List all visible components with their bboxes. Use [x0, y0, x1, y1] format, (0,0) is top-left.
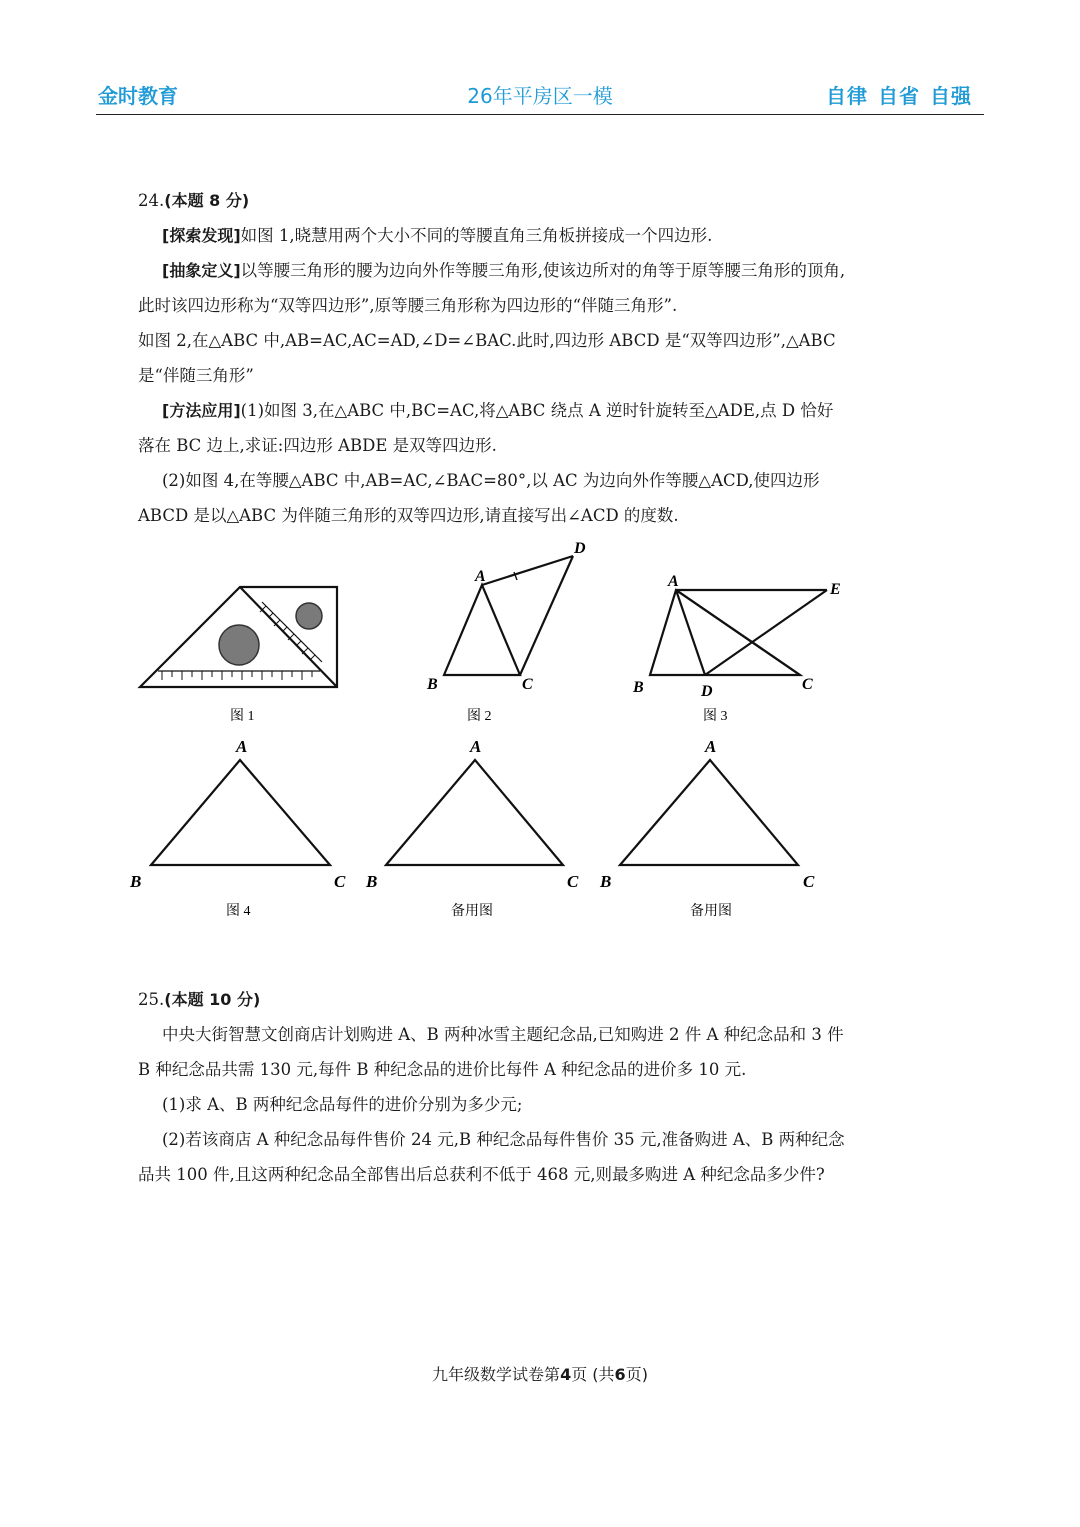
spare2-caption: 备用图	[690, 904, 732, 919]
spare-2-triangle	[620, 760, 798, 865]
figure-3-side-ad	[676, 590, 705, 675]
fig2-label-a: A	[475, 568, 486, 585]
motto-2: 自省	[878, 84, 920, 108]
brand-name: 金时教育	[98, 84, 178, 108]
figure-3-side-ac	[676, 590, 800, 675]
fig3-label-c: C	[802, 676, 813, 693]
define-tag: [抽象定义]	[162, 261, 241, 280]
footer-total: 6	[614, 1365, 626, 1384]
figure-3	[650, 590, 827, 675]
question-24-number: 24.	[138, 191, 165, 210]
footer-suffix: 页)	[625, 1365, 648, 1384]
question-25-score: (本题 10 分)	[164, 990, 261, 1009]
spare2-label-b: B	[600, 872, 612, 891]
fig3-caption: 图 3	[703, 709, 728, 724]
spare2-label-a: A	[705, 737, 717, 756]
explore-text: 如图 1,晓慧用两个大小不同的等腰直角三角板拼接成一个四边形.	[240, 226, 713, 245]
fig4-label-a: A	[236, 737, 248, 756]
fig2-label-c: C	[522, 676, 533, 693]
q25-part1: (1)求 A、B 两种纪念品每件的进价分别为多少元;	[162, 1095, 523, 1114]
fig2-label-d: D	[574, 540, 586, 557]
fig4-label-b: B	[130, 872, 142, 891]
question-25-number: 25.	[138, 990, 165, 1009]
figure-2	[444, 556, 573, 675]
question-25	[138, 982, 848, 1192]
small-hole	[296, 603, 322, 629]
spare1-label-b: B	[366, 872, 378, 891]
fig3-label-d: D	[701, 683, 713, 700]
spare-1-triangle	[386, 760, 563, 865]
fig2-caption: 图 2	[467, 709, 492, 724]
question-25-title	[138, 982, 848, 1017]
fig4-caption: 图 4	[226, 904, 251, 919]
spare1-label-a: A	[470, 737, 482, 756]
figure-1	[140, 587, 337, 687]
footer-middle: 页 (共	[571, 1365, 615, 1384]
fig1-caption: 图 1	[230, 709, 255, 724]
fig4-label-c: C	[334, 872, 346, 891]
spare2-label-c: C	[803, 872, 815, 891]
fig3-label-b: B	[633, 679, 644, 696]
q25-part2: (2)若该商店 A 种纪念品每件售价 24 元,B 种纪念品每件售价 35 元,准备购进 A、B 两种纪念品共 100 件,且这两种纪念品全部售出后总获利不低于 468 元,则最多购进 A 种纪念品多少件?	[138, 1130, 845, 1184]
footer-page: 4	[560, 1365, 572, 1384]
figure-3-side-de	[705, 590, 827, 675]
fig3-label-e: E	[830, 581, 841, 598]
motto-1: 自律	[826, 84, 868, 108]
ruler-ticks-bottom	[162, 671, 312, 680]
spare1-label-c: C	[567, 872, 579, 891]
motto-3: 自强	[930, 84, 972, 108]
spare1-caption: 备用图	[451, 904, 493, 919]
part1-text: (1)如图 3,在△ABC 中,BC=AC,将△ABC 绕点 A 逆时针旋转至△ADE,点 D 恰好落在 BC 边上,求证:四边形 ABDE 是双等四边形.	[138, 401, 834, 455]
figure-4-triangle	[151, 760, 330, 865]
large-hole	[219, 625, 259, 665]
explore-tag: [探索发现]	[162, 226, 241, 245]
figure-2-side-dc	[520, 556, 573, 675]
fig3-label-a: A	[668, 573, 679, 590]
part2-paragraph: (2)如图 4,在等腰△ABC 中,AB=AC,∠BAC=80°,以 AC 为边向外作等腰△ACD,使四边形 ABCD 是以△ABC 为伴随三角形的双等四边形,请直接写出∠ACD 的度数.	[138, 471, 820, 525]
example-paragraph: 如图 2,在△ABC 中,AB=AC,AC=AD,∠D=∠BAC.此时,四边形 ABCD 是“双等四边形”,△ABC 是“伴随三角形”	[138, 331, 836, 385]
question-24-score: (本题 8 分)	[164, 191, 250, 210]
fig2-label-b: B	[427, 676, 438, 693]
exam-title: 26年平房区一模	[467, 84, 613, 108]
page-footer	[0, 1362, 1080, 1385]
define-text: 以等腰三角形的腰为边向外作等腰三角形,使该边所对的角等于原等腰三角形的顶角,此时该四边形称为“双等四边形”,原等腰三角形称为四边形的“伴随三角形”.	[138, 261, 846, 315]
figure-2-triangle-abc	[444, 585, 520, 675]
method-tag: [方法应用]	[162, 401, 241, 420]
q25-intro: 中央大街智慧文创商店计划购进 A、B 两种冰雪主题纪念品,已知购进 2 件 A 种纪念品和 3 件 B 种纪念品共需 130 元,每件 B 种纪念品的进价比每件 A 种纪念品的进价多 10 元.	[138, 1025, 844, 1079]
figure-2-side-ad	[482, 556, 573, 585]
footer-prefix: 九年级数学试卷第	[432, 1365, 561, 1384]
